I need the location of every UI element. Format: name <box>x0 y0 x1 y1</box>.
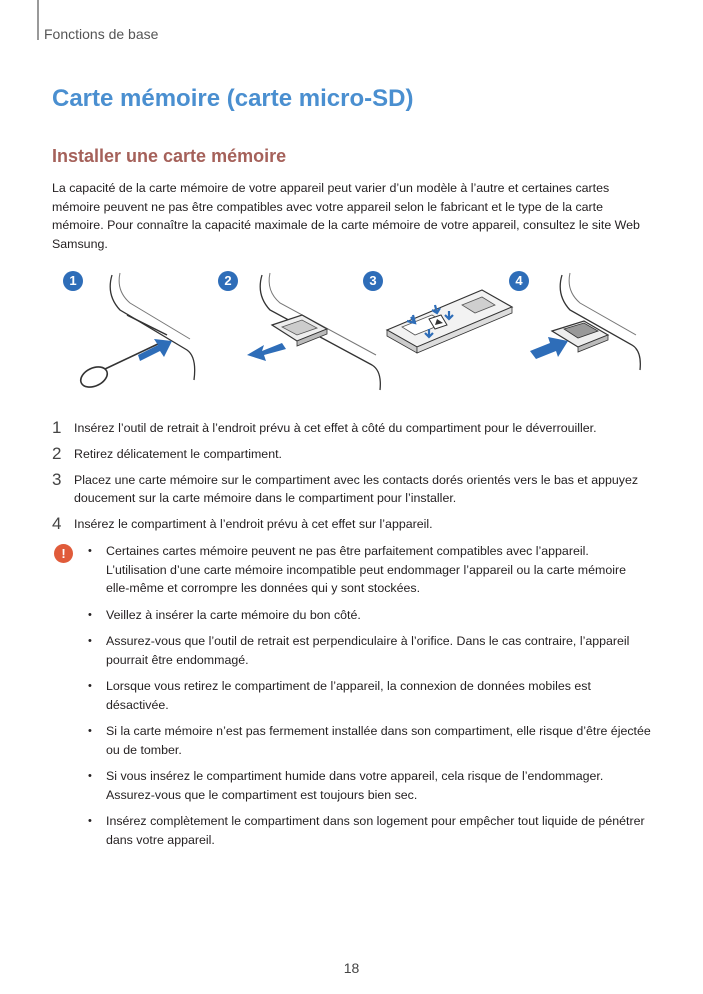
figure-badge-3: 3 <box>363 271 383 291</box>
step-text: Insérez l’outil de retrait à l’endroit prévu à cet effet à côté du compartiment pour le déverrouiller. <box>74 421 597 435</box>
note-list <box>88 542 652 849</box>
note-text: Lorsque vous retirez le compartiment de l’appareil, la connexion de données mobiles est désactivée. <box>106 679 591 712</box>
section-label: Fonctions de base <box>44 26 159 42</box>
note-text: Si la carte mémoire n’est pas fermement installée dans son compartiment, elle risque d’être éjectée ou de tomber. <box>106 724 651 757</box>
list-item <box>88 767 652 804</box>
page-title: Carte mémoire (carte micro-SD) <box>52 85 414 112</box>
figure-badge-2: 2 <box>218 271 238 291</box>
installation-steps <box>52 419 652 541</box>
bullet-icon: • <box>88 680 92 692</box>
bullet-icon: • <box>88 545 92 557</box>
bullet-icon: • <box>88 635 92 647</box>
list-item <box>88 722 652 759</box>
step-item <box>52 471 652 507</box>
list-item <box>88 677 652 714</box>
step-item <box>52 515 652 533</box>
tray-insertion-illustration <box>522 265 652 400</box>
note-text: Insérez complètement le compartiment dans son logement pour empêcher tout liquide de pénétrer dans votre appareil. <box>106 814 645 847</box>
list-item <box>88 542 652 598</box>
page-number: 18 <box>343 960 360 976</box>
step-item <box>52 419 652 437</box>
intro-paragraph: La capacité de la carte mémoire de votre appareil peut varier d’un modèle à l’autre et certaines cartes mémoire peuvent ne pas être compatibles avec votre appareil selon le fabricant et le type de la carte mémoire. Pour connaître la capacité maximale de la carte mémoire de votre appareil, consultez le site Web Samsung. <box>52 181 640 251</box>
step-text: Insérez le compartiment à l’endroit prévu à cet effet sur l’appareil. <box>74 517 433 531</box>
section-subtitle: Installer une carte mémoire <box>52 146 287 166</box>
note-text: Veillez à insérer la carte mémoire du bon côté. <box>106 607 361 622</box>
caution-icon: ! <box>54 544 73 563</box>
step-number: 2 <box>52 444 62 463</box>
list-item <box>88 632 652 669</box>
step-number: 3 <box>52 470 62 489</box>
caution-notes <box>52 542 652 857</box>
note-text: Si vous insérez le compartiment humide dans votre appareil, cela risque de l’endommager. Assurez-vous que le compartiment est toujours bien sec. <box>106 769 604 802</box>
installation-illustrations <box>52 265 652 400</box>
figure-badge-1: 1 <box>63 271 83 291</box>
figure-badge-4: 4 <box>509 271 529 291</box>
eject-tool-illustration <box>72 265 212 400</box>
step-number: 4 <box>52 514 62 533</box>
step-text: Placez une carte mémoire sur le compartiment avec les contacts dorés orientés vers le bas et appuyez doucement sur la carte mémoire dans le compartiment pour l’installer. <box>74 473 639 505</box>
note-text: Certaines cartes mémoire peuvent ne pas être parfaitement compatibles avec l’appareil. L’utilisation d’une carte mémoire incompatible peut endommager l’appareil ou la carte mémoire elle-même et corrompre les données qui y sont stockées. <box>106 544 626 595</box>
bullet-icon: • <box>88 608 92 621</box>
bullet-icon: • <box>88 815 92 827</box>
step-item <box>52 445 652 463</box>
list-item <box>88 606 652 625</box>
list-item <box>88 812 652 849</box>
step-text: Retirez délicatement le compartiment. <box>74 447 282 461</box>
bullet-icon: • <box>88 725 92 737</box>
header-divider <box>37 0 39 40</box>
bullet-icon: • <box>88 770 92 782</box>
step-number: 1 <box>52 418 62 437</box>
note-text: Assurez-vous que l’outil de retrait est perpendiculaire à l’orifice. Dans le cas contraire, l’appareil pourrait être endommagé. <box>106 634 630 667</box>
